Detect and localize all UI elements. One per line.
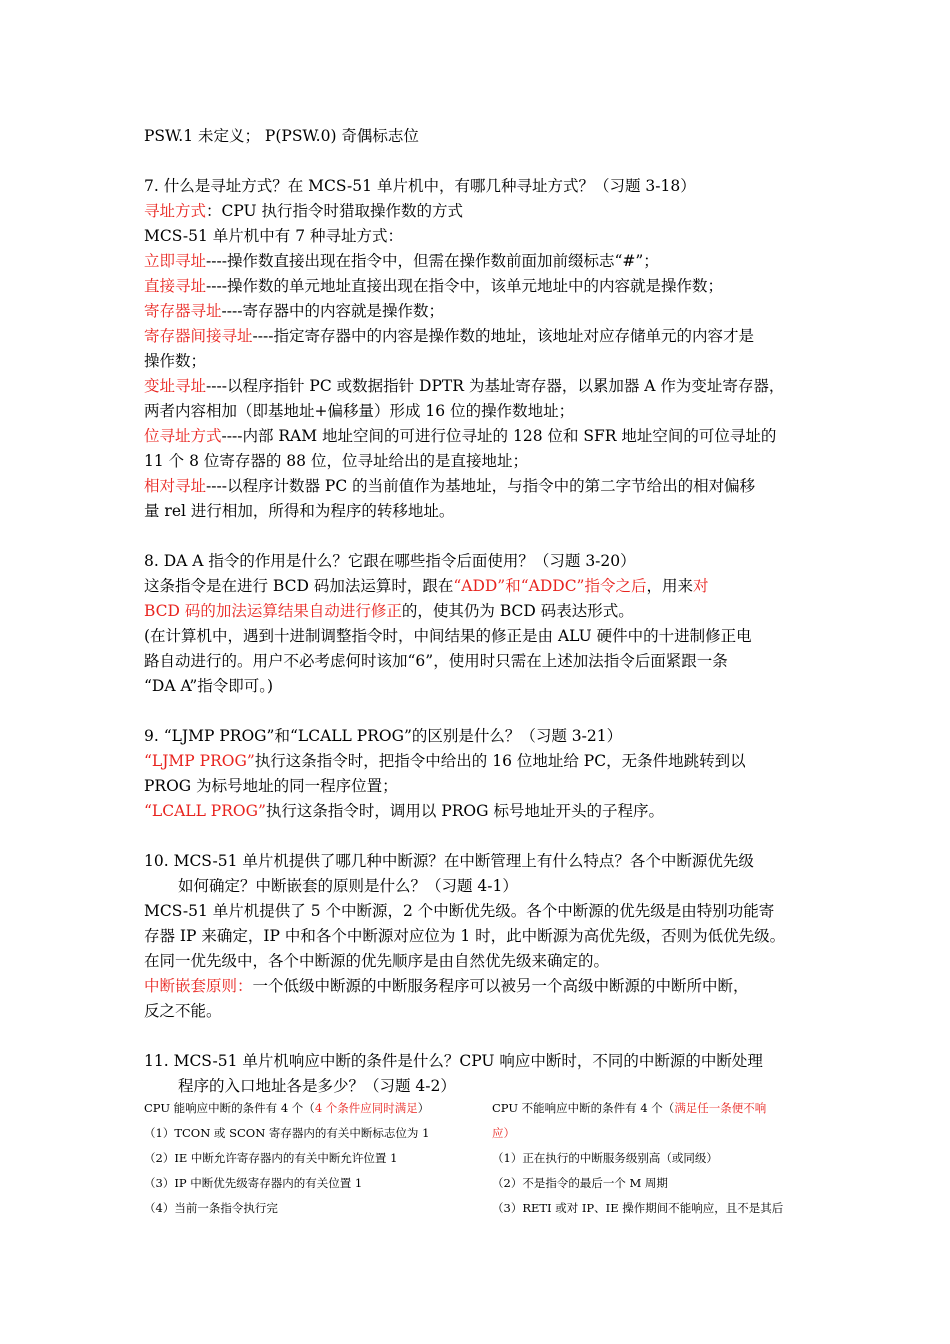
q10-answer-line2: 存器 IP 来确定，IP 中和各个中断源对应位为 1 时，此中断源为高优先级，否则为低优先级。 bbox=[144, 927, 786, 945]
q11-title-cont: 程序的入口地址各是多少？（习题 4-2） bbox=[178, 1077, 456, 1095]
mode-text: ----以程序指针 PC 或数据指针 DPTR 为基址寄存器，以累加器 A 作为变址寄存器， bbox=[206, 377, 785, 395]
mode-term: 立即寻址 bbox=[144, 252, 207, 270]
mode-text: ----操作数的单元地址直接出现在指令中，该单元地址中的内容就是操作数； bbox=[206, 277, 723, 295]
q11-right-item2: （2）不是指令的最后一个 M 周期 bbox=[492, 1176, 668, 1190]
mode-indexed-cont: 两者内容相加（即基地址+偏移量）形成 16 位的操作数地址； bbox=[144, 402, 575, 420]
q7-definition bbox=[144, 199, 824, 224]
mode-register-indirect-cont: 操作数； bbox=[144, 352, 207, 370]
q9-title: 9. “LJMP PROG”和“LCALL PROG”的区别是什么？（习题 3-21） bbox=[144, 727, 623, 745]
mode-register-indirect bbox=[144, 324, 824, 349]
q11-right-item3: （3）RETI 或对 IP、IE 操作期间不能响应，且不是其后 bbox=[492, 1201, 784, 1215]
q8-highlight: “ADD”和“ADDC”指令之后 bbox=[453, 577, 647, 595]
q11-left-header bbox=[144, 1096, 429, 1121]
mode-relative bbox=[144, 474, 824, 499]
mode-indexed bbox=[144, 374, 824, 399]
q9-highlight: “LCALL PROG” bbox=[144, 802, 266, 820]
q10-answer-line3: 在同一优先级中，各个中断源的优先顺序是由自然优先级来确定的。 bbox=[144, 952, 610, 970]
mode-term: 寄存器寻址 bbox=[144, 302, 222, 320]
q8-highlight: BCD 码的加法运算结果自动进行修正 bbox=[144, 602, 402, 620]
q8-note-line2: 路自动进行的。用户不必考虑何时该加“6”，使用时只需在上述加法指令后面紧跟一条 bbox=[144, 652, 728, 670]
mode-term: 寄存器间接寻址 bbox=[144, 327, 253, 345]
q11-highlight: 4 个条件应同时满足 bbox=[314, 1101, 418, 1115]
mode-term: 变址寻址 bbox=[144, 377, 207, 395]
q11-highlight: 满足任一条便不响 bbox=[674, 1101, 767, 1115]
mode-text: ----操作数直接出现在指令中，但需在操作数前面加前缀标志“#”； bbox=[206, 252, 659, 270]
q11-left-item3: （3）IP 中断优先级寄存器内的有关位置 1 bbox=[144, 1176, 363, 1190]
mode-term: 直接寻址 bbox=[144, 277, 207, 295]
q10-principle bbox=[144, 974, 824, 999]
q8-answer-line1 bbox=[144, 574, 824, 599]
psw-note: PSW.1 未定义； P(PSW.0) 奇偶标志位 bbox=[144, 127, 419, 145]
q10-answer-line1: MCS-51 单片机提供了 5 个中断源，2 个中断优先级。各个中断源的优先级是由特别功能寄 bbox=[144, 902, 775, 920]
mode-relative-cont: 量 rel 进行相加，所得和为程序的转移地址。 bbox=[144, 502, 455, 520]
q9-lcall bbox=[144, 799, 824, 824]
q9-highlight: “LJMP PROG” bbox=[144, 752, 255, 770]
mode-immediate bbox=[144, 249, 824, 274]
mode-direct bbox=[144, 274, 824, 299]
q11-right-item1: （1）正在执行的中断服务级别高（或同级） bbox=[492, 1151, 718, 1165]
q8-answer-line2 bbox=[144, 599, 824, 624]
q11-title: 11. MCS-51 单片机响应中断的条件是什么？CPU 响应中断时，不同的中断源的中断处理 bbox=[144, 1052, 763, 1070]
q7-intro: MCS-51 单片机中有 7 种寻址方式： bbox=[144, 227, 404, 245]
q8-note-line3: “DA A”指令即可。) bbox=[144, 677, 274, 695]
q10-highlight: 中断嵌套原则： bbox=[144, 977, 253, 995]
q10-title: 10. MCS-51 单片机提供了哪几种中断源？在中断管理上有什么特点？各个中断源优先级 bbox=[144, 852, 754, 870]
q8-title: 8. DA A 指令的作用是什么？它跟在哪些指令后面使用？（习题 3-20） bbox=[144, 552, 636, 570]
mode-text: ----寄存器中的内容就是操作数； bbox=[221, 302, 444, 320]
q8-text: ，用来 bbox=[646, 577, 693, 595]
q8-text: 的，使其仍为 BCD 码表达形式。 bbox=[401, 602, 634, 620]
mode-text: ----内部 RAM 地址空间的可进行位寻址的 128 位和 SFR 地址空间的可位寻址的 bbox=[221, 427, 777, 445]
mode-term: 相对寻址 bbox=[144, 477, 207, 495]
q8-highlight: 对 bbox=[693, 577, 709, 595]
q10-title-cont: 如何确定？中断嵌套的原则是什么？（习题 4-1） bbox=[178, 877, 518, 895]
q7-title: 7. 什么是寻址方式？在 MCS-51 单片机中，有哪几种寻址方式？（习题 3-18） bbox=[144, 177, 696, 195]
q11-highlight: 应） bbox=[492, 1126, 515, 1140]
q7-def-text: ：CPU 执行指令时猎取操作数的方式 bbox=[206, 202, 464, 220]
mode-term: 位寻址方式 bbox=[144, 427, 222, 445]
q11-left-item4: （4）当前一条指令执行完 bbox=[144, 1201, 278, 1215]
mode-bit bbox=[144, 424, 824, 449]
mode-register bbox=[144, 299, 824, 324]
q11-text: ） bbox=[417, 1101, 430, 1115]
q11-left-item2: （2）IE 中断允许寄存器内的有关中断允许位置 1 bbox=[144, 1151, 398, 1165]
q11-text: CPU 能响应中断的条件有 4 个（ bbox=[144, 1101, 315, 1115]
q8-text: 这条指令是在进行 BCD 码加法运算时，跟在 bbox=[144, 577, 454, 595]
q11-right-header-cont bbox=[492, 1121, 515, 1146]
q10-principle-cont: 反之不能。 bbox=[144, 1002, 222, 1020]
q9-text: 执行这条指令时，把指令中给出的 16 位地址给 PC，无条件地跳转到以 bbox=[254, 752, 746, 770]
mode-text: ----指定寄存器中的内容是操作数的地址，该地址对应存储单元的内容才是 bbox=[252, 327, 754, 345]
q9-text: 执行这条指令时，调用以 PROG 标号地址开头的子程序。 bbox=[265, 802, 664, 820]
q9-ljmp-cont: PROG 为标号地址的同一程序位置； bbox=[144, 777, 398, 795]
q11-text: CPU 不能响应中断的条件有 4 个（ bbox=[492, 1101, 675, 1115]
q8-note-line1: (在计算机中，遇到十进制调整指令时，中间结果的修正是由 ALU 硬件中的十进制修正电 bbox=[144, 627, 752, 645]
q11-left-item1: （1）TCON 或 SCON 寄存器内的有关中断标志位为 1 bbox=[144, 1126, 430, 1140]
mode-text: ----以程序计数器 PC 的当前值作为基地址，与指令中的第二字节给出的相对偏移 bbox=[206, 477, 756, 495]
mode-bit-cont: 11 个 8 位寄存器的 88 位，位寻址给出的是直接地址； bbox=[144, 452, 528, 470]
q11-right-header bbox=[492, 1096, 766, 1121]
q9-ljmp bbox=[144, 749, 824, 774]
q7-term: 寻址方式 bbox=[144, 202, 207, 220]
q10-text: 一个低级中断源的中断服务程序可以被另一个高级中断源的中断所中断， bbox=[252, 977, 749, 995]
